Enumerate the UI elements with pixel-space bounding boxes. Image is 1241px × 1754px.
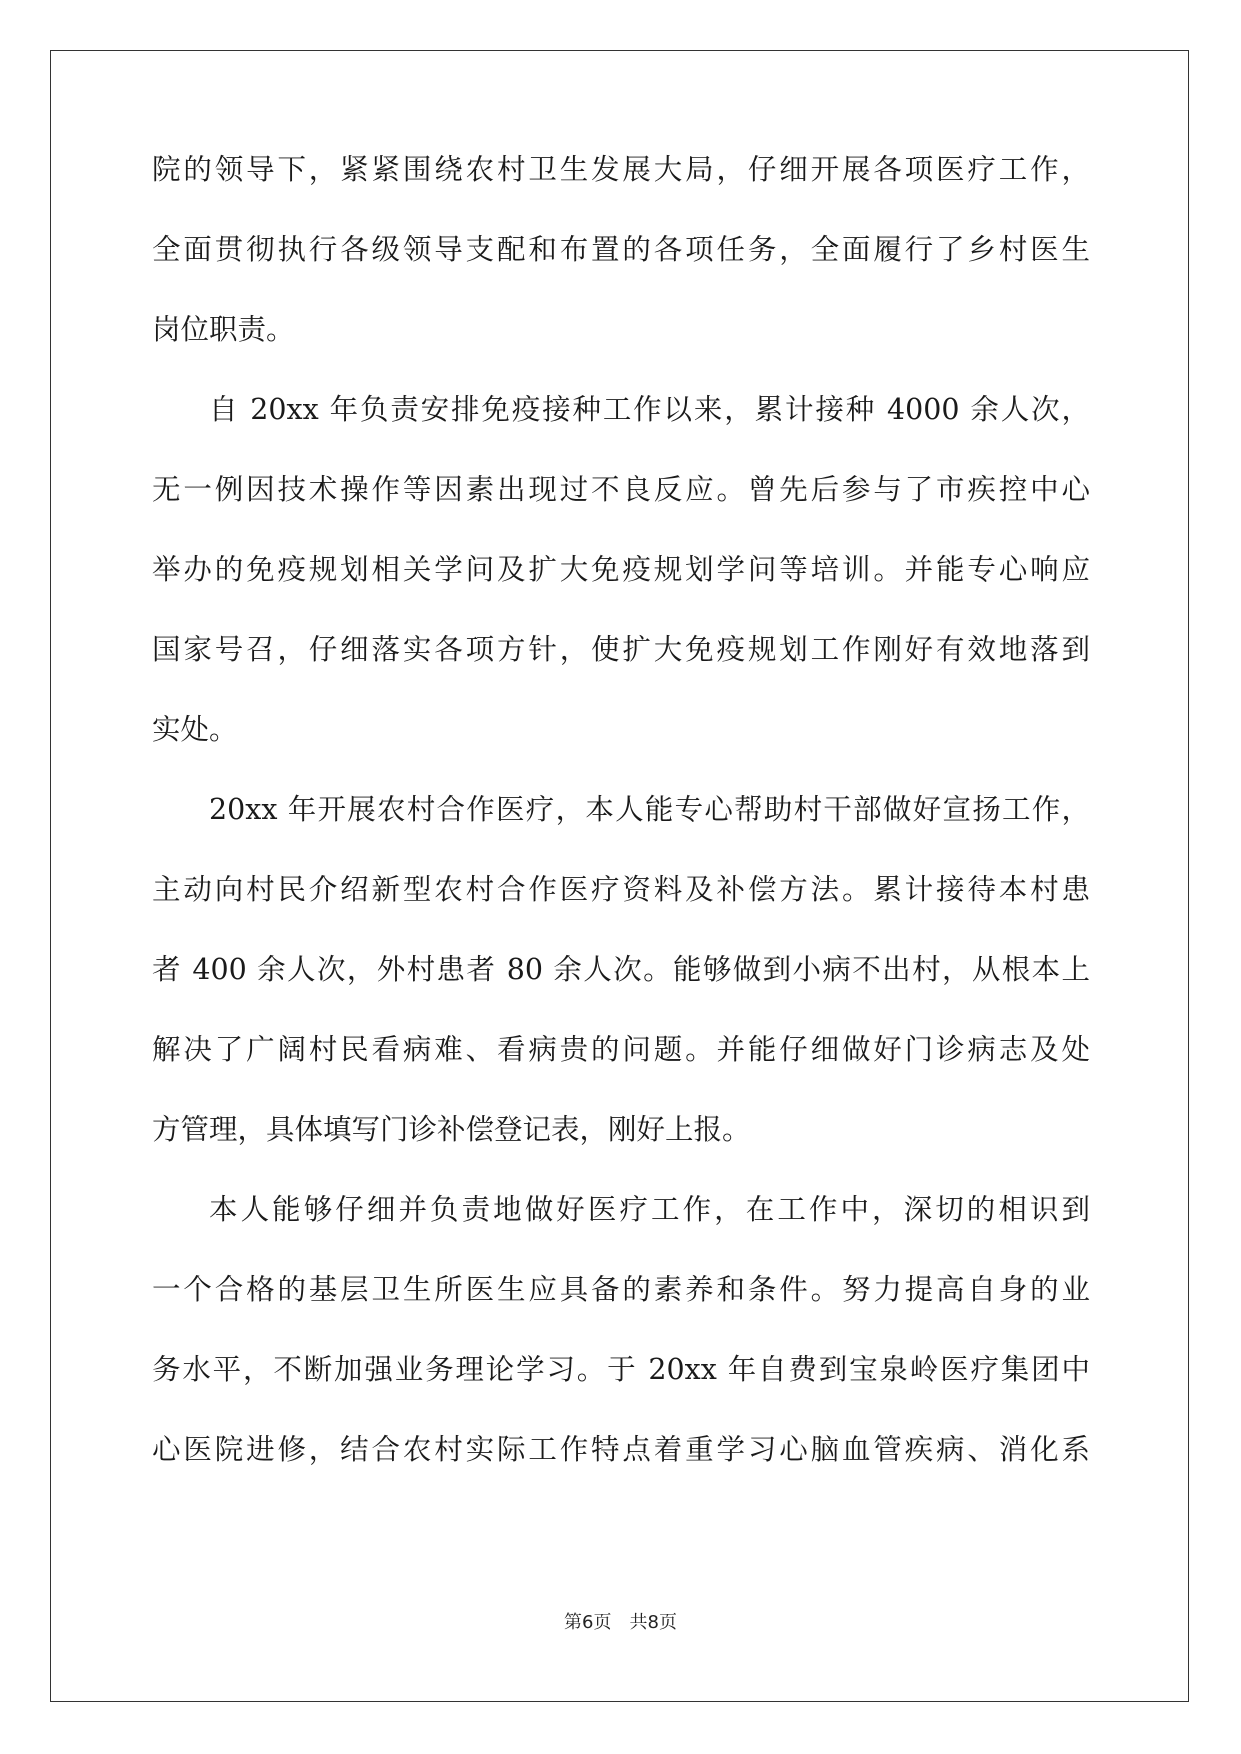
- text-line: 方管理，具体填写门诊补偿登记表，刚好上报。: [152, 1113, 751, 1146]
- text-line: 无一例因技术操作等因素出现过不良反应。曾先后参与了市疾控中心: [152, 473, 1090, 506]
- document-body: [152, 150, 1090, 1510]
- text-line: 国家号召，仔细落实各项方针，使扩大免疫规划工作刚好有效地落到: [152, 633, 1090, 666]
- page-number-total: 共8页: [629, 1612, 677, 1633]
- text-line: 院的领导下，紧紧围绕农村卫生发展大局，仔细开展各项医疗工作，: [152, 153, 1090, 186]
- text-line: 举办的免疫规划相关学问及扩大免疫规划学问等培训。并能专心响应: [152, 553, 1090, 586]
- page-number-current: 第6页: [564, 1612, 612, 1633]
- text-line: 岗位职责。: [152, 313, 295, 346]
- text-line: 务水平，不断加强业务理论学习。于 20xx 年自费到宝泉岭医疗集团中: [152, 1353, 1090, 1386]
- page-footer: [0, 1608, 1241, 1634]
- text-line: 本人能够仔细并负责地做好医疗工作，在工作中，深切的相识到: [209, 1193, 1090, 1226]
- text-line: 心医院进修，结合农村实际工作特点着重学习心脑血管疾病、消化系: [152, 1433, 1090, 1466]
- text-line: 全面贯彻执行各级领导支配和布置的各项任务，全面履行了乡村医生: [152, 233, 1090, 266]
- text-line: 20xx 年开展农村合作医疗，本人能专心帮助村干部做好宣扬工作，: [209, 793, 1090, 826]
- text-line: 主动向村民介绍新型农村合作医疗资料及补偿方法。累计接待本村患: [152, 873, 1090, 906]
- text-line: 实处。: [152, 713, 238, 746]
- text-line: 解决了广阔村民看病难、看病贵的问题。并能仔细做好门诊病志及处: [152, 1033, 1090, 1066]
- text-line: 者 400 余人次，外村患者 80 余人次。能够做到小病不出村，从根本上: [152, 953, 1090, 986]
- text-line: 自 20xx 年负责安排免疫接种工作以来，累计接种 4000 余人次，: [209, 393, 1090, 426]
- text-line: 一个合格的基层卫生所医生应具备的素养和条件。努力提高自身的业: [152, 1273, 1090, 1306]
